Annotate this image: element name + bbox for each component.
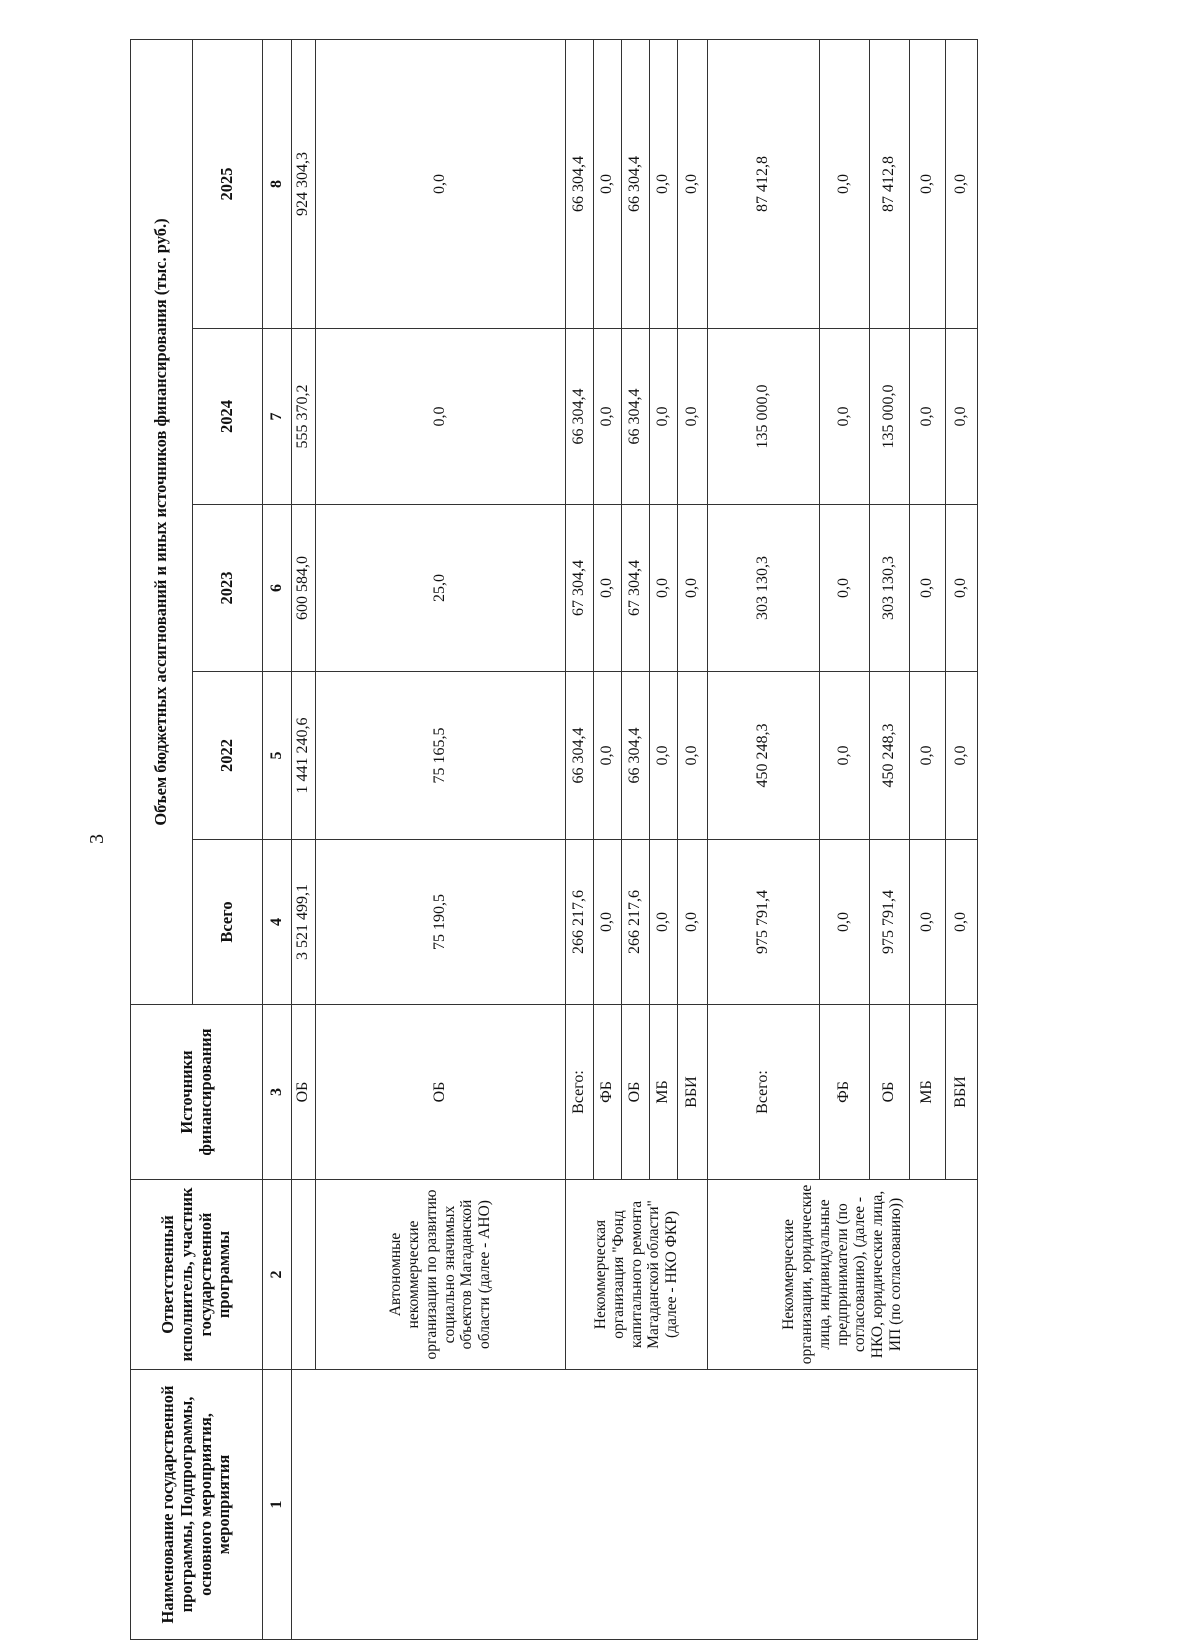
- index-cell: 8: [263, 39, 292, 328]
- value-cell: 75 165,5: [316, 672, 566, 840]
- header-year-total: Всего: [193, 840, 263, 1005]
- value-cell: 0,0: [594, 672, 622, 840]
- value-cell: 1 441 240,6: [292, 672, 316, 840]
- executor-cell: Некоммерческие организации, юридические лица, индивидуальные предприниматели (по согласованию), (далее - НКО, юридические лица, ИП (по согласованию)): [708, 1180, 978, 1370]
- header-year-2022: 2022: [193, 672, 263, 840]
- page-number: 3: [86, 834, 108, 844]
- program-name-cell: [292, 1370, 978, 1640]
- index-cell: 5: [263, 672, 292, 840]
- value-cell: 75 190,5: [316, 840, 566, 1005]
- value-cell: 0,0: [910, 840, 946, 1005]
- value-cell: 0,0: [678, 39, 708, 328]
- value-cell: 3 521 499,1: [292, 840, 316, 1005]
- value-cell: 0,0: [678, 329, 708, 505]
- value-cell: 303 130,3: [870, 505, 910, 672]
- header-year-2024: 2024: [193, 329, 263, 505]
- value-cell: 0,0: [650, 672, 678, 840]
- value-cell: 66 304,4: [622, 672, 650, 840]
- value-cell: 0,0: [650, 840, 678, 1005]
- source-cell: ВБИ: [946, 1005, 978, 1180]
- index-cell: 2: [263, 1180, 292, 1370]
- value-cell: 0,0: [946, 505, 978, 672]
- source-cell: ФБ: [594, 1005, 622, 1180]
- value-cell: 0,0: [946, 329, 978, 505]
- value-cell: 975 791,4: [708, 840, 820, 1005]
- value-cell: 266 217,6: [622, 840, 650, 1005]
- value-cell: 0,0: [910, 329, 946, 505]
- value-cell: 0,0: [946, 672, 978, 840]
- executor-cell: [292, 1180, 316, 1370]
- value-cell: 0,0: [650, 505, 678, 672]
- value-cell: 0,0: [678, 505, 708, 672]
- value-cell: 450 248,3: [870, 672, 910, 840]
- index-cell: 6: [263, 505, 292, 672]
- value-cell: 0,0: [650, 329, 678, 505]
- value-cell: 0,0: [910, 39, 946, 328]
- value-cell: 0,0: [820, 840, 870, 1005]
- value-cell: 266 217,6: [566, 840, 594, 1005]
- executor-cell: Некоммерческая организация "Фонд капитального ремонта Магаданской области" (далее - НКО ФКР): [566, 1180, 708, 1370]
- value-cell: 0,0: [910, 672, 946, 840]
- executor-cell: Автономные некоммерческие организации по развитию социально значимых объектов Магаданской области (далее - АНО): [316, 1180, 566, 1370]
- value-cell: 555 370,2: [292, 329, 316, 505]
- value-cell: 87 412,8: [870, 39, 910, 328]
- value-cell: 975 791,4: [870, 840, 910, 1005]
- value-cell: 0,0: [678, 840, 708, 1005]
- source-cell: Всего:: [708, 1005, 820, 1180]
- value-cell: 66 304,4: [566, 39, 594, 328]
- source-cell: ВБИ: [678, 1005, 708, 1180]
- table-row: [292, 39, 316, 1639]
- value-cell: 67 304,4: [566, 505, 594, 672]
- source-cell: МБ: [910, 1005, 946, 1180]
- value-cell: 25,0: [316, 505, 566, 672]
- header-year-2025: 2025: [193, 39, 263, 328]
- value-cell: 0,0: [946, 39, 978, 328]
- header-year-2023: 2023: [193, 505, 263, 672]
- value-cell: 0,0: [316, 329, 566, 505]
- value-cell: 66 304,4: [566, 672, 594, 840]
- value-cell: 135 000,0: [870, 329, 910, 505]
- value-cell: 0,0: [946, 840, 978, 1005]
- value-cell: 0,0: [594, 39, 622, 328]
- source-cell: Всего:: [566, 1005, 594, 1180]
- index-cell: 1: [263, 1370, 292, 1640]
- header-source: Источники финансирования: [131, 1005, 263, 1180]
- index-cell: 7: [263, 329, 292, 505]
- value-cell: 66 304,4: [622, 329, 650, 505]
- value-cell: 303 130,3: [708, 505, 820, 672]
- budget-table: [130, 39, 978, 1640]
- index-row: [263, 39, 292, 1639]
- index-cell: 3: [263, 1005, 292, 1180]
- value-cell: 0,0: [594, 329, 622, 505]
- value-cell: 0,0: [650, 39, 678, 328]
- value-cell: 0,0: [594, 840, 622, 1005]
- value-cell: 135 000,0: [708, 329, 820, 505]
- source-cell: ФБ: [820, 1005, 870, 1180]
- header-executor: Ответственный исполнитель, участник государственной программы: [131, 1180, 263, 1370]
- header-name: Наименование государственной программы, Подпрограммы, основного мероприятия, мероприятия: [131, 1370, 263, 1640]
- source-cell: ОБ: [316, 1005, 566, 1180]
- value-cell: 0,0: [820, 329, 870, 505]
- value-cell: 0,0: [820, 505, 870, 672]
- value-cell: 0,0: [316, 39, 566, 328]
- value-cell: 87 412,8: [708, 39, 820, 328]
- source-cell: ОБ: [622, 1005, 650, 1180]
- value-cell: 66 304,4: [622, 39, 650, 328]
- value-cell: 0,0: [820, 672, 870, 840]
- index-cell: 4: [263, 840, 292, 1005]
- source-cell: ОБ: [870, 1005, 910, 1180]
- value-cell: 0,0: [678, 672, 708, 840]
- value-cell: 0,0: [820, 39, 870, 328]
- value-cell: 67 304,4: [622, 505, 650, 672]
- value-cell: 450 248,3: [708, 672, 820, 840]
- value-cell: 600 584,0: [292, 505, 316, 672]
- budget-table-rotated: [130, 40, 1026, 1640]
- value-cell: 0,0: [910, 505, 946, 672]
- source-cell: МБ: [650, 1005, 678, 1180]
- value-cell: 924 304,3: [292, 39, 316, 328]
- header-volume: Объем бюджетных ассигнований и иных источников финансирования (тыс. руб.): [131, 39, 193, 1004]
- value-cell: 66 304,4: [566, 329, 594, 505]
- source-cell: ОБ: [292, 1005, 316, 1180]
- value-cell: 0,0: [594, 505, 622, 672]
